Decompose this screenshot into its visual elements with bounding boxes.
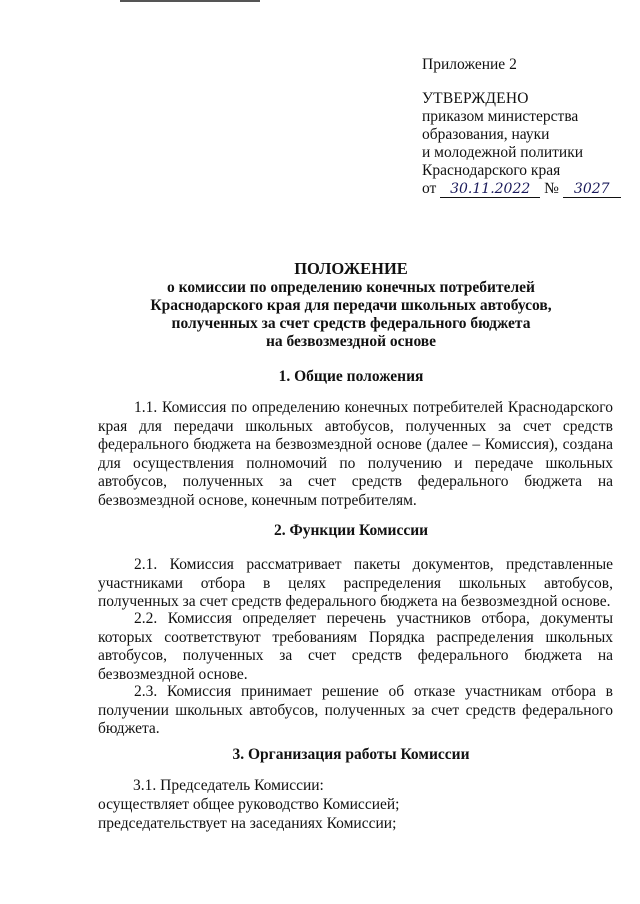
- number-sign: №: [544, 180, 559, 197]
- approved-label: УТВЕРЖДЕНО: [422, 90, 529, 107]
- approval-date-line: [422, 180, 621, 198]
- appendix-label: Приложение 2: [422, 56, 517, 73]
- approval-line-4: Краснодарского края: [422, 162, 561, 179]
- title-main: ПОЛОЖЕНИЕ: [294, 259, 408, 278]
- handwritten-date: 30.11.2022: [440, 181, 540, 198]
- title-line-3: полученных за счет средств федерального бюджета: [171, 315, 531, 332]
- date-prefix: от: [422, 180, 437, 197]
- paragraph-3-1: 3.1. Председатель Комиссии:: [133, 777, 324, 794]
- title-line-4: на безвозмездной основе: [265, 333, 437, 350]
- document-title: [80, 260, 622, 351]
- paragraph-3-1a: осуществляет общее руководство Комиссией;: [98, 796, 400, 813]
- paragraph-3-1b: председательствует на заседаниях Комиссии;: [98, 815, 397, 832]
- paragraph-1-1: 1.1. Комиссия по определению конечных потребителей Краснодарского края для передачи школьных автобусов, полученных за счет средств федерального бюджета на безвозмездной основе (далее – Комиссия), создана для осуществления полномочий по получению и передаче школьных автобусов, полученных за счет средств федерального бюджета на безвозмездной основе, конечным потребителям.: [98, 399, 613, 509]
- approval-line-2: образования, науки: [422, 126, 550, 143]
- paragraph-2-2: 2.2. Комиссия определяет перечень участников отбора, документы которых соответствуют требованиям Порядка распределения школьных автобусов, полученных за счет средств федерального бюджета на безвозмездной основе.: [98, 610, 613, 683]
- title-line-1: о комиссии по определению конечных потребителей: [167, 279, 535, 296]
- approval-line-3: и молодежной политики: [422, 144, 584, 161]
- paragraph-2-3: 2.3. Комиссия принимает решение об отказе участникам отбора в получении школьных автобусов, полученных за счет средств федерального бюджета.: [98, 683, 613, 737]
- section-heading-2: 2. Функции Комиссии: [273, 522, 429, 539]
- handwritten-number: 3027: [563, 181, 621, 198]
- approval-block: [422, 56, 621, 198]
- section-heading-3: 3. Организация работы Комиссии: [232, 746, 470, 763]
- section-heading-1: 1. Общие положения: [278, 368, 424, 385]
- paragraph-2-1: 2.1. Комиссия рассматривает пакеты документов, представленные участниками отбора в целях распределения школьных автобусов, полученных за счет средств федерального бюджета на безвозмездной основе.: [98, 556, 613, 610]
- top-edge-line: [120, 0, 260, 2]
- title-line-2: Краснодарского края для передачи школьных автобусов,: [150, 297, 552, 314]
- approval-line-1: приказом министерства: [422, 108, 579, 125]
